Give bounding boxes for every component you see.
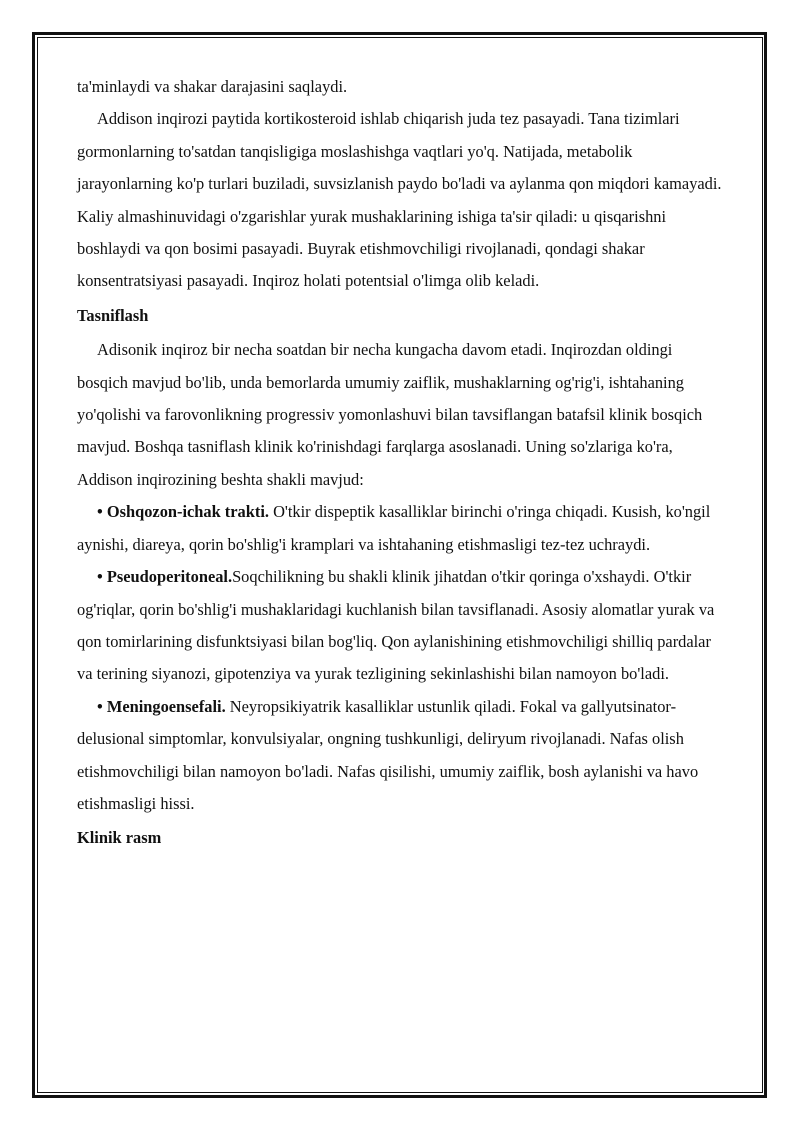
bullet-title: Meningoensefali. — [106, 696, 226, 716]
paragraph-continuation: ta'minlaydi va shakar darajasini saqlaydi. — [77, 77, 348, 96]
bullet-marker: • — [97, 696, 103, 716]
paragraph-addison-crisis: Addison inqirozi paytida kortikosteroid ishlab chiqarish juda tez pasayadi. Tana tizimlari gormonlarning to'satdan tanqisligiga moslashishga vaqtlari yo'q. Natijada, metabolik jarayonlarning ko'p turlari buziladi, suvsizlanish paydo bo'ladi va aylanma qon miqdori kamayadi. Kaliy almashinuvidagi o'zgarishlar yurak mushaklarining ishiga ta'sir qiladi: u qisqarishni boshlaydi va qon bosimi pasayadi. Buyrak etishmovchiligi rivojlanadi, qondagi shakar konsentratsiyasi pasayadi. Inqiroz holati potentsial o'limga olib keladi. — [77, 109, 722, 291]
paragraph-classification: Adisonik inqiroz bir necha soatdan bir necha kungacha davom etadi. Inqirozdan oldingi bosqich mavjud bo'lib, unda bemorlarda umumiy zaiflik, mushaklarning og'rig'i, ishtahaning yo'qolishi va farovonlikning progressiv yomonlashuvi bilan tavsiflangan batafsil klinik bosqich mavjud. Boshqa tasniflash klinik ko'rinishdagi farqlarga asoslanadi. Uning so'zlariga ko'ra, Addison inqirozining beshta shakli mavjud: — [77, 340, 703, 489]
bullet-text: Soqchilikning bu shakli klinik jihatdan o'tkir qoringa o'xshaydi. O'tkir og'riqlar, qorin bo'shlig'i mushaklaridagi kuchlanish bilan tavsiflanadi. Asosiy alomatlar yurak va qon tomirlarining disfunktsiyasi bilan bog'liq. Qon aylanishining etishmovchiligi shilliq pardalar va terining siyanozi, gipotenziya va yurak tezligining sekinlashishi bilan namoyon bo'ladi. — [77, 567, 715, 684]
bullet-marker: • — [97, 502, 103, 522]
section-heading-clinical-picture: Klinik rasm — [77, 828, 162, 848]
bullet-text: O'tkir dispeptik kasalliklar birinchi o'ringa chiqadi. Kusish, ko'ngil aynishi, diareya, qorin bo'shlig'i kramplari va ishtahaning etishmasligi tez-tez uchraydi. — [77, 502, 711, 554]
bullet-title: Pseudoperitoneal. — [106, 567, 233, 587]
bullet-marker: • — [97, 567, 103, 587]
list-item — [77, 691, 725, 821]
list-item — [77, 496, 725, 561]
bullet-text: Neyropsikiyatrik kasalliklar ustunlik qiladi. Fokal va gallyutsinator-delusional simptomlar, konvulsiyalar, ongning tushkunligi, deliryum rivojlanadi. Nafas olish etishmovchiligi bilan namoyon bo'ladi. Nafas qisilishi, umumiy zaiflik, bosh aylanishi va havo etishmasligi hissi. — [77, 696, 699, 813]
list-item — [77, 561, 725, 691]
section-heading-classification: Tasniflash — [77, 305, 149, 325]
bullet-title: Oshqozon-ichak trakti. — [106, 502, 269, 522]
document-body — [77, 71, 725, 857]
